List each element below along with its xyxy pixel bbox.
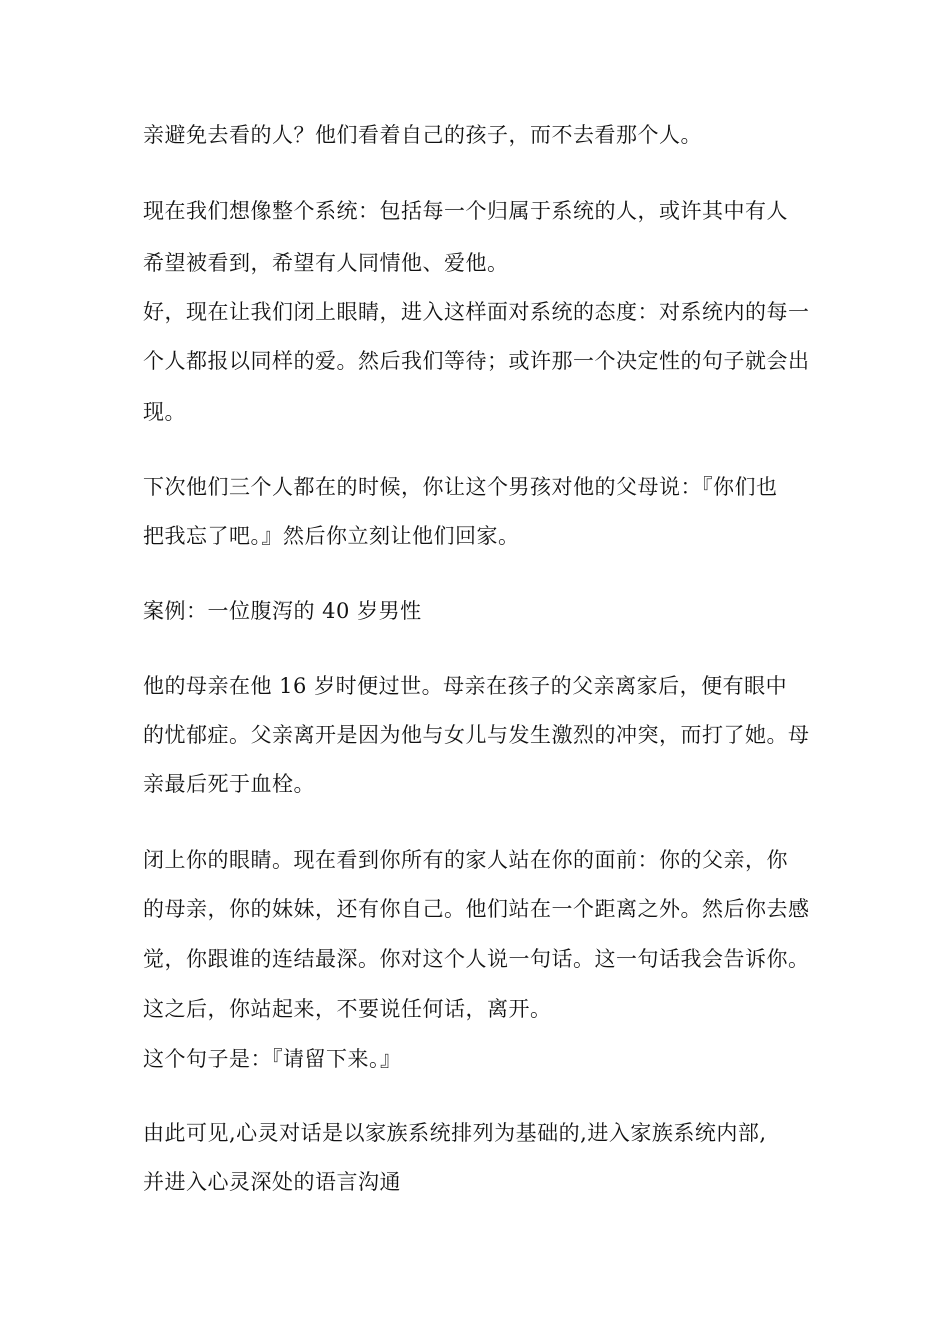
text-line-4: 好，现在让我们闭上眼睛，进入这样面对系统的态度：对系统内的每一 [143, 300, 810, 324]
text-line-11: 的忧郁症。父亲离开是因为他与女儿与发生激烈的冲突，而打了她。母 [143, 723, 810, 747]
text-line-8: 把我忘了吧。』然后你立刻让他们回家。 [143, 524, 520, 548]
text-line-10: 他的母亲在他 16 岁时便过世。母亲在孩子的父亲离家后，便有眼中 [143, 674, 788, 698]
text-line-12: 亲最后死于血栓。 [143, 772, 315, 796]
text-line-5: 个人都报以同样的爱。然后我们等待；或许那一个决定性的句子就会出 [143, 349, 810, 373]
text-line-18: 由此可见,心灵对话是以家族系统排列为基础的,进入家族系统内部, [143, 1121, 767, 1145]
text-line-6: 现。 [143, 400, 186, 424]
text-line-7: 下次他们三个人都在的时候，你让这个男孩对他的父母说：『你们也 [143, 475, 778, 499]
text-line-14: 的母亲，你的妹妹，还有你自己。他们站在一个距离之外。然后你去感 [143, 897, 810, 921]
text-line-2: 现在我们想像整个系统：包括每一个归属于系统的人，或许其中有人 [143, 199, 788, 223]
text-line-13: 闭上你的眼睛。现在看到你所有的家人站在你的面前：你的父亲，你 [143, 848, 788, 872]
text-line-1: 亲避免去看的人？他们看着自己的孩子，而不去看那个人。 [143, 123, 702, 147]
text-line-19: 并进入心灵深处的语言沟通 [143, 1170, 401, 1194]
text-line-3: 希望被看到，希望有人同情他、爱他。 [143, 251, 509, 275]
text-line-16: 这之后，你站起来，不要说任何话，离开。 [143, 997, 552, 1021]
case-heading: 案例：一位腹泻的 40 岁男性 [143, 599, 422, 623]
text-line-17: 这个句子是：『请留下来。』 [143, 1047, 402, 1071]
text-line-15: 觉，你跟谁的连结最深。你对这个人说一句话。这一句话我会告诉你。 [143, 947, 810, 971]
